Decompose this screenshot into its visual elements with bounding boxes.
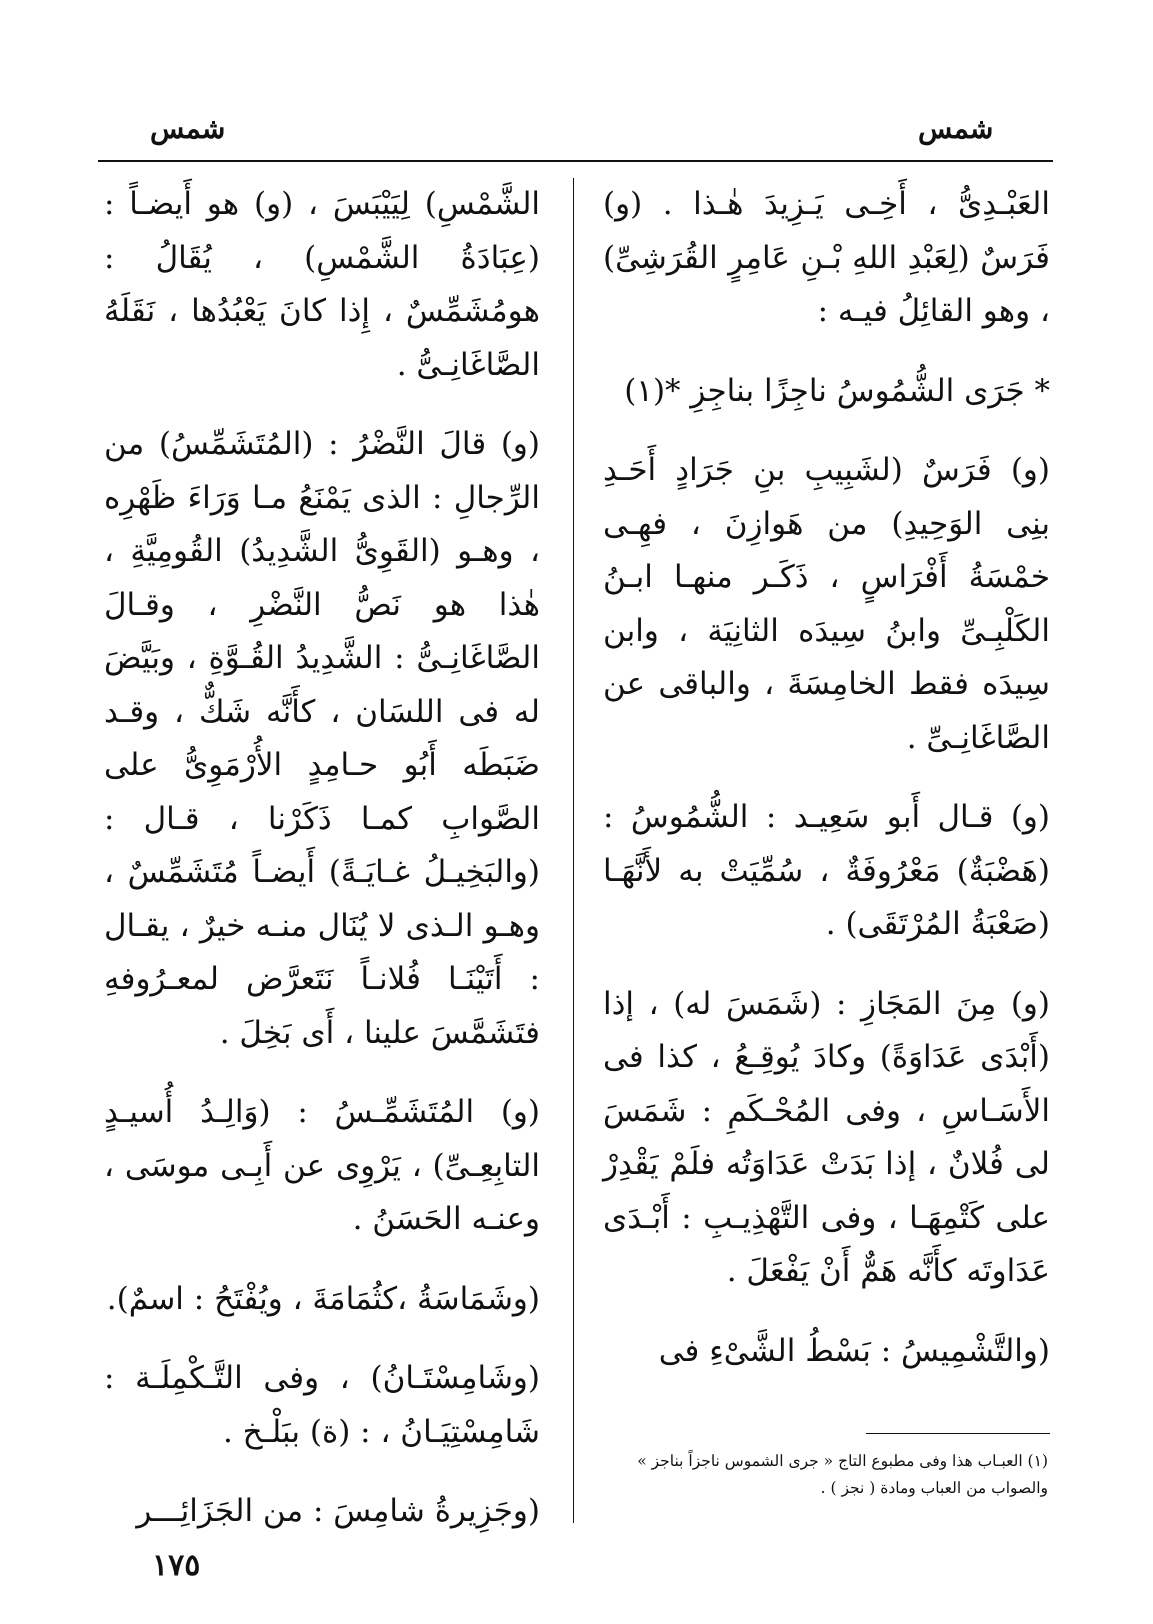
verse-line: * جَرَى الشُّمُوسُ ناجِزًا بناجِزِ *(١) <box>624 372 1050 409</box>
header-rule <box>98 160 1053 162</box>
page-number: ١٧٥ <box>152 1548 201 1583</box>
paragraph: الشَّمْسِ) لِيَيْبَسَ ، (و) هو أَيضـاً : (عِبَادَةُ الشَّمْسِ) ، يُقَالُ : هومُشَمِّسٌ ، إِذا كانَ يَعْبُدُها ، نَقَلَهُ الصَّاغَانِـىُّ . <box>104 186 540 383</box>
column-divider <box>573 178 574 1523</box>
paragraph: (و) فَرَسٌ (لشَبِيبِ بنِ جَرَادٍ أَحَـدِ بنِى الوَحِيدِ) من هَوازِنَ ، فهِـى خمْسَةُ أَفْرَاسٍ ، ذَكَـر منهـا ابـنُ الكَلْبِـىِّ وابنُ سِيدَه الثانِيَة ، وابن سِيدَه فقط الخامِسَةَ ، والباقى عن الصَّاغَانِـىِّ . <box>603 452 1050 756</box>
paragraph: العَبْـدِىُّ ، أَخِـى يَـزِيدَ هٰـذا . (و) فَرَسٌ (لِعَبْدِ اللهِ بْـنِ عَامِرٍ القُرَشِىِّ) ، وهو القائِلُ فيـه : <box>603 186 1050 329</box>
paragraph: (و) قالَ النَّضْرُ : (المُتَشَمِّسُ) من الرِّجالِ : الذى يَمْنَعُ مـا وَرَاءَ ظَهْرِه ، وهـو (القَوِىُّ الشَّدِيدُ) القُومِيَّةِ ، هٰذا هو نَصُّ النَّضْرِ ، وقـالَ الصَّاغَانِـىُّ : الشَّدِيدُ القُـوَّةِ ، وبَيَّضَ له فى اللسَان ، كأَنَّه شَكٌّ ، وقـد ضَبَطَه أَبُو حـامِدٍ الأُرْمَوِىُّ على الصَّوابِ كمـا ذَكَرْنا ، قـال : (والبَخِيـلُ غـايَـةً) أَيضـاً مُتَشَمِّسٌ ، وهـو الـذى لا يُنَال منـه خيرٌ ، يقـال : أَتَيْنَـا فُلانـاً نَتَعرَّض لمعـرُوفهِ فتَشَمَّسَ علينا ، أَى بَخِلَ . <box>104 426 540 1051</box>
paragraph: (وجَزِيرةُ شامِسَ : من الجَزَائِـــر <box>136 1493 540 1529</box>
left-column <box>104 178 540 1565</box>
paragraph: (والتَّشْمِيسُ : بَسْطُ الشَّىْءِ فى <box>658 1332 1050 1369</box>
paragraph: (و) قـال أَبو سَعِيـد : الشُّمُوسُ : (هَضْبَةٌ) مَعْرُوفَةٌ ، سُمِّيَتْ به لأَنَّهَـا (صَعْبَةُ المُرْتَقَى) . <box>603 799 1050 942</box>
running-header-left: شمس <box>150 112 226 145</box>
paragraph: (و) مِنَ المَجَازِ : (شَمَسَ له) ، إذا (أَبْدَى عَدَاوَةً) وكادَ يُوقِـعُ ، كذا فى الأَسَـاسِ ، وفى المُحْـكَمِ : شَمَسَ لى فُلانٌ ، إذا بَدَتْ عَدَاوَتُه فلَمْ يَقْدِرْ على كَتْمِهَـا ، وفى التَّهْذِيـبِ : أَبْـدَى عَدَاوتَه كأَنَّه هَمٌّ أَنْ يَفْعَلَ . <box>603 985 1050 1289</box>
footnote: (١) العبـاب هذا وفى مطبوع التاج « جرى الشموس ناجزاً بناجز » والصواب من العباب ومادة ( نجز ) . <box>637 1452 1048 1497</box>
paragraph: (و) المُتَشَمِّـسُ : (وَالِـدُ أُسيـدٍ التابِعِـىِّ) ، يَرْوِى عن أَبِـى موسَى ، وعنـه الحَسَنُ . <box>104 1094 540 1237</box>
right-column <box>603 178 1050 1404</box>
paragraph: (وشَامِسْتَـانُ) ، وفى التَّـكْمِلَـة : شَامِسْتِيَـانُ ، : (ة) ببَلْـخ . <box>104 1360 540 1450</box>
paragraph: (وشَمَاسَةُ ،كثُمَامَةَ ، ويُفْتَحُ : اسمٌ). <box>106 1280 540 1317</box>
running-header-right: شمس <box>918 112 994 145</box>
footnote-rule <box>866 1433 1050 1434</box>
